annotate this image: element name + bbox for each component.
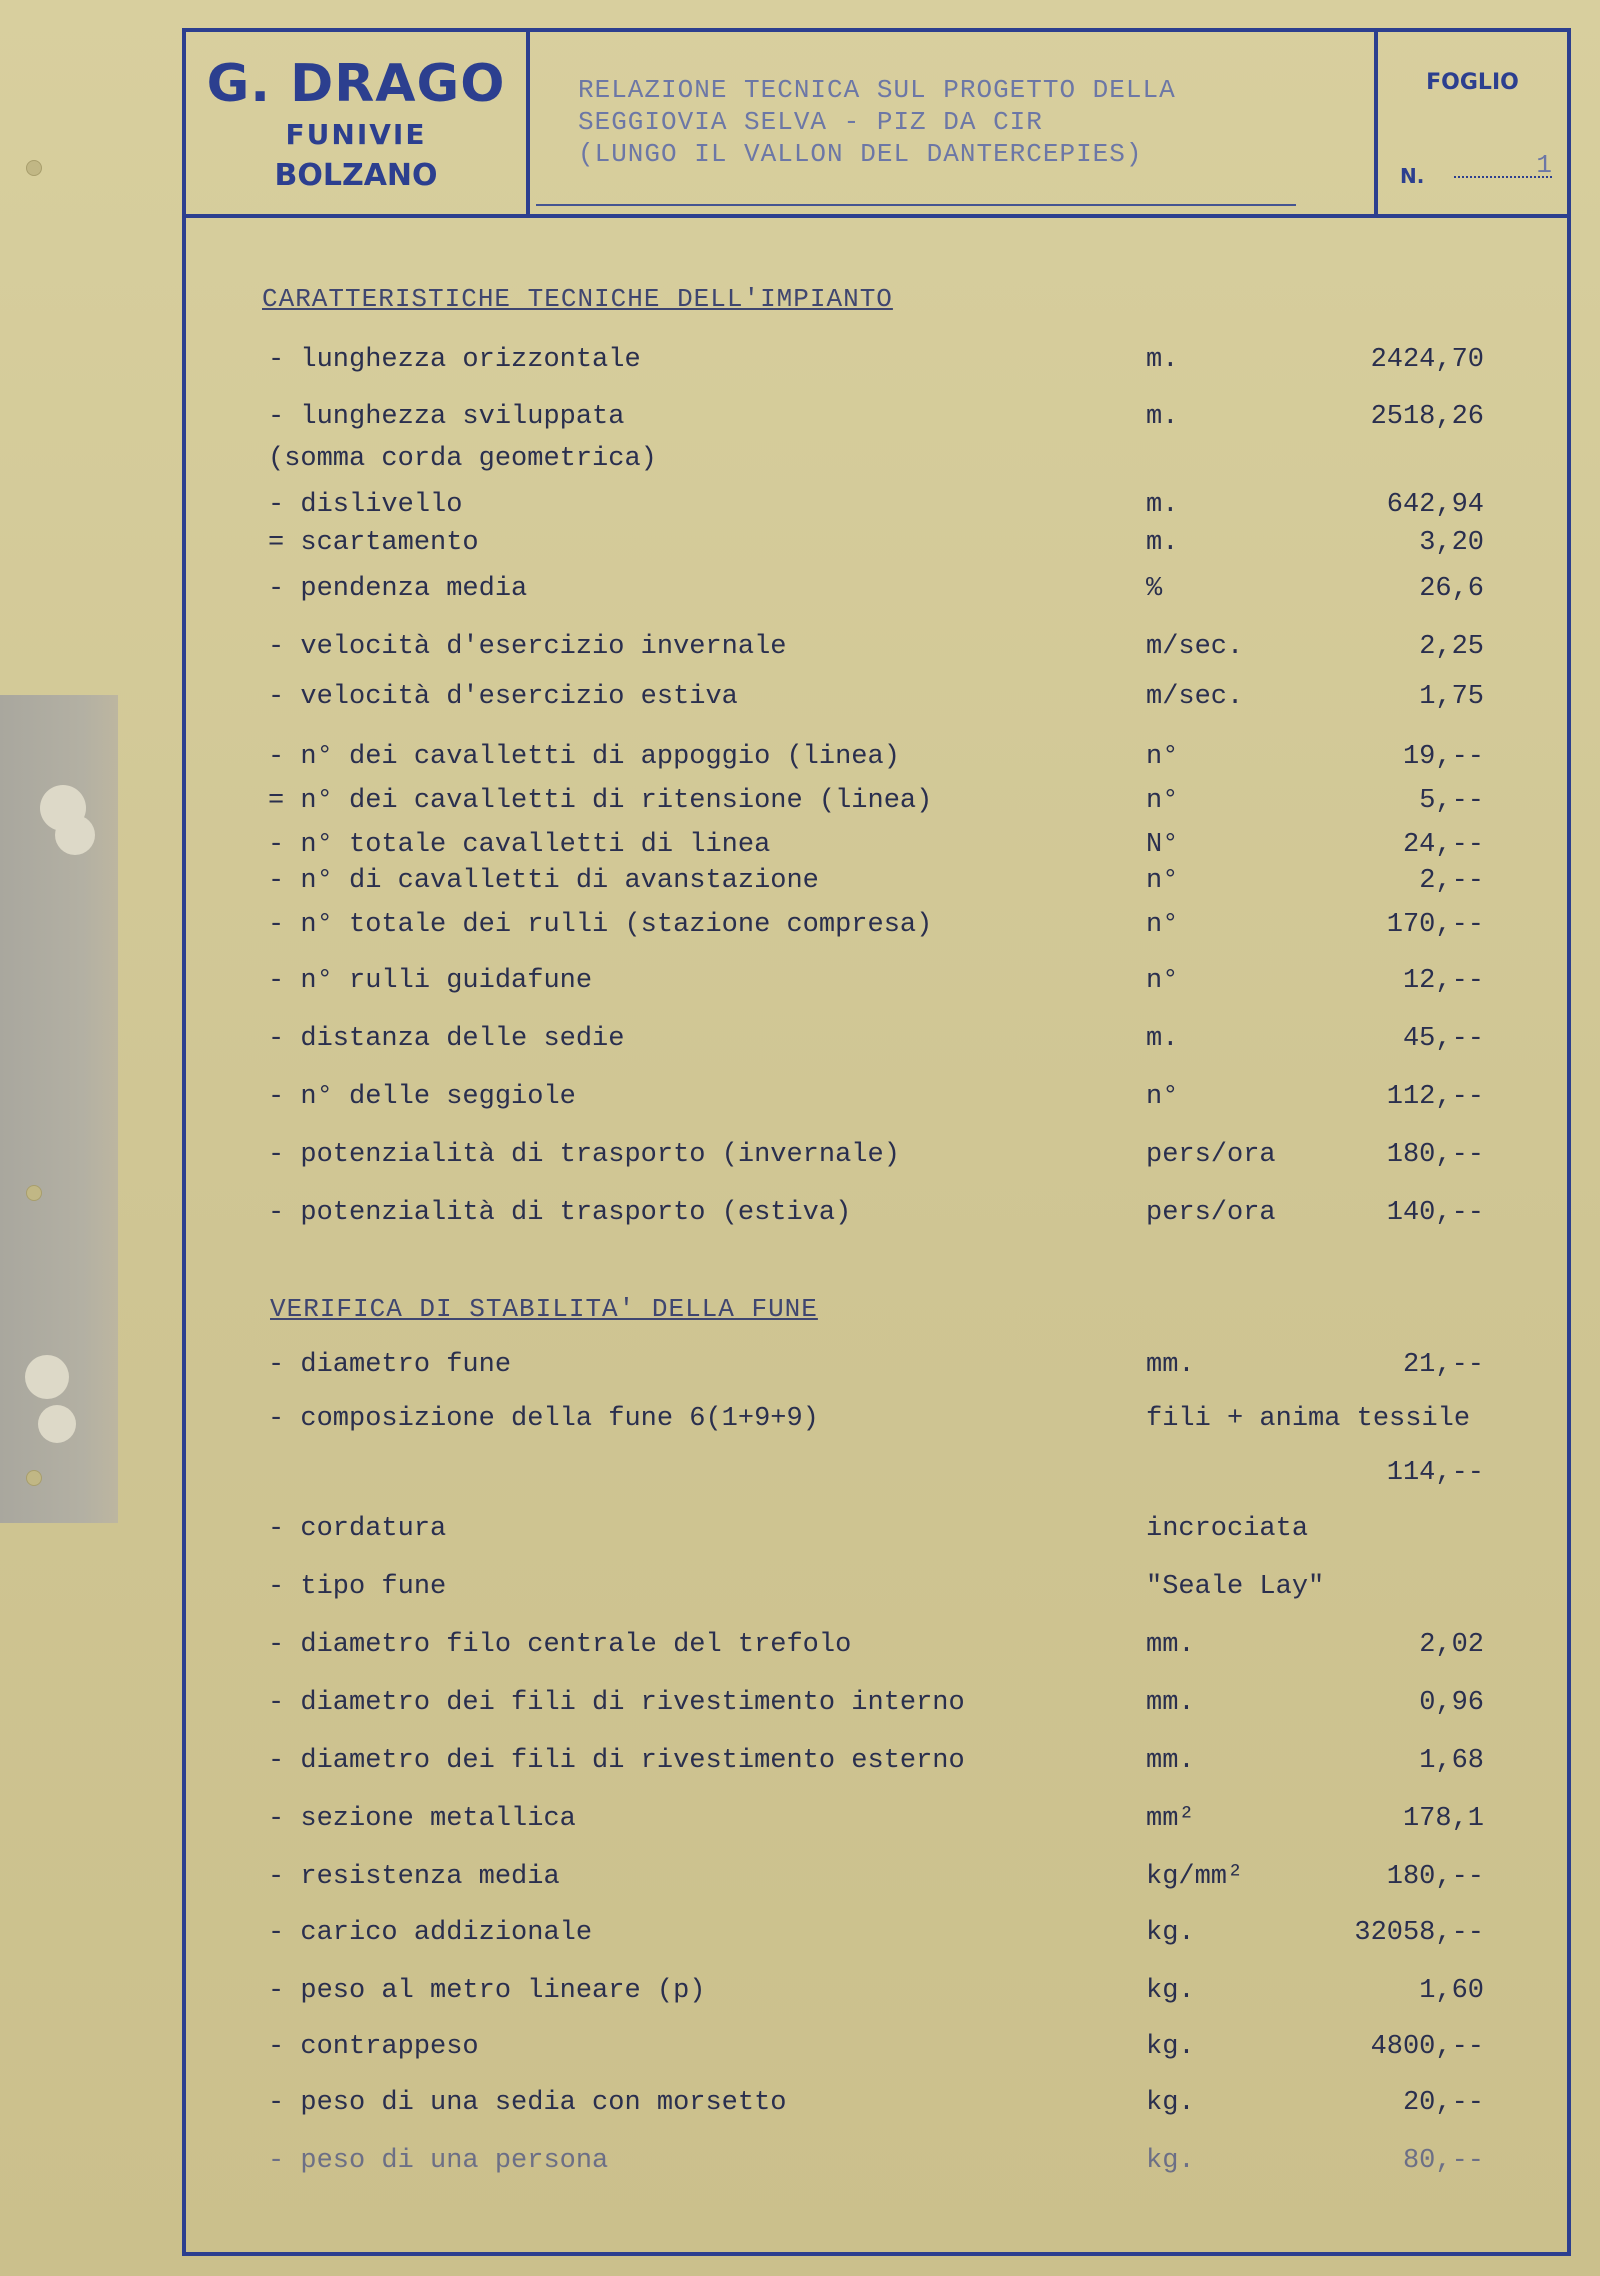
row-unit: m. [1146, 528, 1179, 558]
row-unit: m. [1146, 1024, 1179, 1054]
row-label: (somma corda geometrica) [268, 444, 657, 474]
data-row [0, 910, 1600, 946]
data-row [0, 1198, 1600, 1234]
row-unit: m. [1146, 402, 1179, 432]
row-label: - lunghezza orizzontale [268, 345, 641, 375]
row-label: - resistenza media [268, 1862, 560, 1892]
punch-hole [26, 160, 42, 176]
row-unit: kg/mm² [1146, 1862, 1244, 1892]
row-label: - n° totale dei rulli (stazione compresa) [268, 910, 933, 940]
data-row [0, 528, 1600, 564]
row-value: 1,68 [1419, 1746, 1484, 1776]
data-row [0, 1630, 1600, 1666]
row-value: 5,-- [1419, 786, 1484, 816]
row-unit: n° [1146, 786, 1179, 816]
row-label: - velocità d'esercizio estiva [268, 682, 738, 712]
row-label: - n° di cavalletti di avanstazione [268, 866, 819, 896]
row-label: = n° dei cavalletti di ritensione (linea) [268, 786, 933, 816]
row-unit: pers/ora [1146, 1140, 1276, 1170]
row-value: 19,-- [1402, 742, 1484, 772]
row-label: - n° rulli guidafune [268, 966, 593, 996]
row-label: - peso di una sedia con morsetto [268, 2088, 787, 2118]
section-heading-rope-stability: VERIFICA DI STABILITA' DELLA FUNE [270, 1294, 818, 1324]
row-label: - carico addizionale [268, 1918, 593, 1948]
project-title-line: RELAZIONE TECNICA SUL PROGETTO DELLA [578, 75, 1176, 105]
row-unit: m/sec. [1146, 632, 1244, 662]
row-unit: kg. [1146, 1976, 1195, 2006]
row-unit: n° [1146, 866, 1179, 896]
row-value: 32058,-- [1354, 1918, 1484, 1948]
data-row [0, 1350, 1600, 1386]
row-unit: mm² [1146, 1804, 1195, 1834]
row-value: 2424,70 [1370, 345, 1484, 375]
row-unit: pers/ora [1146, 1198, 1276, 1228]
data-row [0, 444, 1600, 480]
row-value: 180,-- [1386, 1862, 1484, 1892]
sheet-number-label: N. [1400, 164, 1425, 188]
row-label: - lunghezza sviluppata [268, 402, 625, 432]
data-row [0, 1862, 1600, 1898]
row-label: - peso di una persona [268, 2146, 609, 2176]
row-label: - tipo fune [268, 1572, 447, 1602]
row-label: - peso al metro lineare (p) [268, 1976, 706, 2006]
sheet-box [1378, 32, 1567, 214]
data-row [0, 1514, 1600, 1550]
company-name: G. DRAGO [206, 54, 506, 114]
company-logo [186, 32, 526, 214]
row-unit: mm. [1146, 1350, 1195, 1380]
row-value: 2,-- [1419, 866, 1484, 896]
row-value: 45,-- [1402, 1024, 1484, 1054]
header-divider [182, 214, 1571, 218]
row-unit: N° [1146, 830, 1179, 860]
row-label: - n° delle seggiole [268, 1082, 576, 1112]
data-row [0, 2032, 1600, 2068]
row-label: - contrappeso [268, 2032, 479, 2062]
row-unit: % [1146, 574, 1163, 604]
data-row [0, 1082, 1600, 1118]
row-label: - diametro filo centrale del trefolo [268, 1630, 852, 1660]
row-label: = scartamento [268, 528, 479, 558]
row-label: - diametro dei fili di rivestimento interno [268, 1688, 965, 1718]
row-value: 114,-- [1386, 1458, 1484, 1488]
row-value: 20,-- [1402, 2088, 1484, 2118]
row-unit: m. [1146, 345, 1179, 375]
company-city: BOLZANO [274, 158, 438, 193]
row-value: 4800,-- [1370, 2032, 1484, 2062]
row-label: - diametro fune [268, 1350, 512, 1380]
company-line2: FUNIVIE [285, 118, 427, 151]
data-row [0, 632, 1600, 668]
project-title-line: (LUNGO IL VALLON DEL DANTERCEPIES) [578, 139, 1143, 169]
row-unit: "Seale Lay" [1146, 1572, 1325, 1602]
data-row [0, 742, 1600, 778]
row-label: - diametro dei fili di rivestimento esterno [268, 1746, 965, 1776]
data-row [0, 1976, 1600, 2012]
row-value: 3,20 [1419, 528, 1484, 558]
row-unit: kg. [1146, 1918, 1195, 1948]
row-label: - cordatura [268, 1514, 447, 1544]
row-label: - potenzialità di trasporto (invernale) [268, 1140, 900, 1170]
sheet-label: FOGLIO [1426, 70, 1519, 95]
row-unit: mm. [1146, 1746, 1195, 1776]
data-row [0, 1688, 1600, 1724]
row-unit: n° [1146, 742, 1179, 772]
data-row [0, 1572, 1600, 1608]
row-value: 24,-- [1402, 830, 1484, 860]
row-label: - composizione della fune 6(1+9+9) [268, 1404, 819, 1434]
row-value: 2518,26 [1370, 402, 1484, 432]
row-value: 1,75 [1419, 682, 1484, 712]
row-unit: n° [1146, 1082, 1179, 1112]
row-value: 642,94 [1386, 490, 1484, 520]
row-unit: mm. [1146, 1630, 1195, 1660]
data-row [0, 2088, 1600, 2124]
row-unit: kg. [1146, 2088, 1195, 2118]
title-underline [536, 204, 1296, 206]
row-label: - distanza delle sedie [268, 1024, 625, 1054]
row-value: 26,6 [1419, 574, 1484, 604]
data-row [0, 1746, 1600, 1782]
row-value: 178,1 [1402, 1804, 1484, 1834]
row-label: - dislivello [268, 490, 463, 520]
data-row [0, 1140, 1600, 1176]
data-row [0, 402, 1600, 438]
row-unit: n° [1146, 910, 1179, 940]
row-unit: kg. [1146, 2032, 1195, 2062]
row-value: 170,-- [1386, 910, 1484, 940]
row-unit: m. [1146, 490, 1179, 520]
data-row [0, 1024, 1600, 1060]
row-value: 180,-- [1386, 1140, 1484, 1170]
row-label: - velocità d'esercizio invernale [268, 632, 787, 662]
row-value: 80,-- [1402, 2146, 1484, 2176]
project-title-line: SEGGIOVIA SELVA - PIZ DA CIR [578, 107, 1043, 137]
data-row [0, 866, 1600, 902]
row-value: 112,-- [1386, 1082, 1484, 1112]
row-value: 0,96 [1419, 1688, 1484, 1718]
header-divider-left [526, 28, 530, 218]
data-row [0, 786, 1600, 822]
data-row [0, 2146, 1600, 2182]
row-unit: m/sec. [1146, 682, 1244, 712]
row-label: - potenzialità di trasporto (estiva) [268, 1198, 852, 1228]
row-value: 12,-- [1402, 966, 1484, 996]
row-unit: mm. [1146, 1688, 1195, 1718]
row-unit: kg. [1146, 2146, 1195, 2176]
row-unit: n° [1146, 966, 1179, 996]
row-value: 1,60 [1419, 1976, 1484, 2006]
data-row [0, 574, 1600, 610]
row-value: 140,-- [1386, 1198, 1484, 1228]
project-title [578, 74, 1298, 170]
data-row [0, 1918, 1600, 1954]
row-label: - pendenza media [268, 574, 528, 604]
sheet-number: 1 [1454, 150, 1552, 178]
section-heading-characteristics: CARATTERISTICHE TECNICHE DELL'IMPIANTO [262, 284, 893, 314]
data-row [0, 682, 1600, 718]
data-row [0, 966, 1600, 1002]
row-label: - n° totale cavalletti di linea [268, 830, 771, 860]
row-value: 2,25 [1419, 632, 1484, 662]
data-row [0, 1804, 1600, 1840]
row-unit: incrociata [1146, 1514, 1309, 1544]
row-value: 2,02 [1419, 1630, 1484, 1660]
data-row [0, 830, 1600, 866]
data-row [0, 1458, 1600, 1494]
data-row [0, 345, 1600, 381]
data-row [0, 1404, 1600, 1440]
row-unit: fili + anima tessile [1146, 1404, 1471, 1434]
data-row [0, 490, 1600, 526]
row-value: 21,-- [1402, 1350, 1484, 1380]
row-label: - sezione metallica [268, 1804, 576, 1834]
row-label: - n° dei cavalletti di appoggio (linea) [268, 742, 900, 772]
